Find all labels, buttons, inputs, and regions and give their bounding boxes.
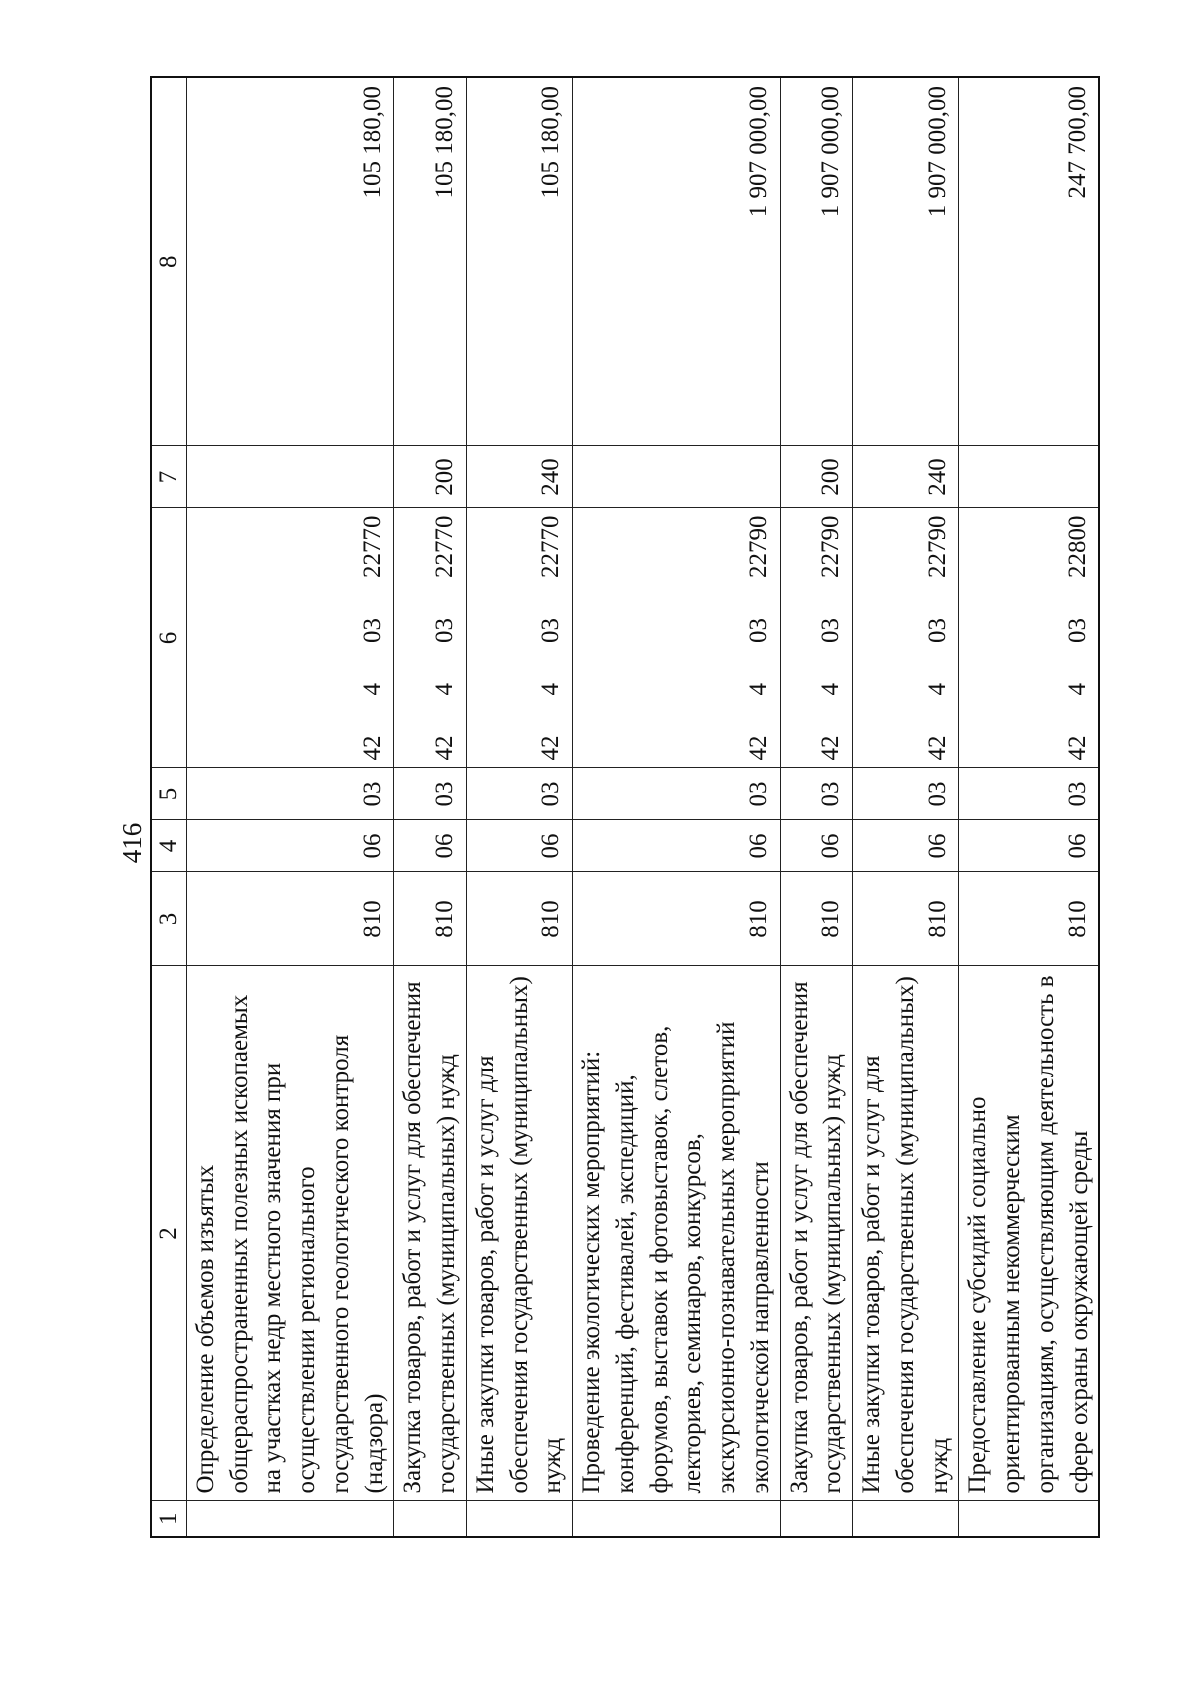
- target-article-code-part: 42: [1063, 735, 1091, 761]
- row-number-cell: [394, 1501, 467, 1537]
- subsection-code-cell: 03: [853, 768, 959, 820]
- amount-cell: 105 180,00: [186, 77, 394, 446]
- target-article-code-cell: [780, 508, 853, 768]
- target-article-code-part: 22790: [744, 515, 772, 578]
- amount-cell: 105 180,00: [466, 77, 572, 446]
- row-number-cell: [573, 1501, 781, 1537]
- target-article-code-part: 03: [431, 618, 458, 643]
- subsection-code-cell: 03: [186, 768, 394, 820]
- row-number-cell: [466, 1501, 572, 1537]
- target-article-code-part: 4: [744, 683, 772, 696]
- ved-code-cell: 810: [394, 872, 467, 966]
- row-name-cell: Проведение экологических мероприятий: конференций, фестивалей, экспедиций, форумов, выставок и фотовыставок, слетов, лекториев, семинаров, конкурсов, экскурсионно-познавательных мероприятий экологической направленности: [573, 966, 781, 1501]
- page-number: 416: [117, 822, 147, 864]
- target-article-code-part: 03: [744, 618, 772, 643]
- section-code-cell: 06: [394, 820, 467, 872]
- table-row: [466, 77, 572, 1537]
- table-row: [573, 77, 781, 1537]
- row-name-cell: Иные закупки товаров, работ и услуг для обеспечения государственных (муниципальных) нужд: [853, 966, 959, 1501]
- expense-type-cell: 200: [780, 446, 853, 508]
- target-article-code-part: 4: [537, 683, 565, 696]
- expense-type-cell: 200: [394, 446, 467, 508]
- target-article-code-part: 22770: [537, 515, 565, 578]
- ved-code-cell: 810: [853, 872, 959, 966]
- subsection-code-cell: 03: [780, 768, 853, 820]
- target-article-code-part: 03: [1063, 618, 1091, 643]
- column-header: 3: [151, 872, 186, 966]
- target-article-code-cell: [186, 508, 394, 768]
- column-header: 8: [151, 77, 186, 446]
- table-row: [853, 77, 959, 1537]
- amount-cell: 105 180,00: [394, 77, 467, 446]
- expense-type-cell: [186, 446, 394, 508]
- target-article-code-cell: [959, 508, 1100, 768]
- row-name-cell: Закупка товаров, работ и услуг для обеспечения государственных (муниципальных) нужд: [780, 966, 853, 1501]
- amount-cell: 1 907 000,00: [853, 77, 959, 446]
- column-header: 7: [151, 446, 186, 508]
- target-article-code-part: 4: [358, 683, 386, 696]
- table-row: [186, 77, 394, 1537]
- row-number-cell: [186, 1501, 394, 1537]
- subsection-code-cell: 03: [573, 768, 781, 820]
- section-code-cell: 06: [959, 820, 1100, 872]
- section-code-cell: 06: [853, 820, 959, 872]
- ved-code-cell: 810: [186, 872, 394, 966]
- row-number-cell: [853, 1501, 959, 1537]
- target-article-code-part: 4: [1063, 683, 1091, 696]
- table-row: [959, 77, 1100, 1537]
- section-code-cell: 06: [780, 820, 853, 872]
- target-article-code-part: 4: [923, 683, 951, 696]
- target-article-code-part: 4: [431, 683, 458, 696]
- subsection-code-cell: 03: [959, 768, 1100, 820]
- target-article-code-part: 42: [744, 735, 772, 761]
- subsection-code-cell: 03: [394, 768, 467, 820]
- column-header: 1: [151, 1501, 186, 1537]
- target-article-code-part: 22790: [923, 515, 951, 578]
- column-header: 6: [151, 508, 186, 768]
- target-article-code-part: 22770: [358, 515, 386, 578]
- column-header: 2: [151, 966, 186, 1501]
- budget-table-sheet: [150, 78, 1093, 1538]
- column-header: 4: [151, 820, 186, 872]
- ved-code-cell: 810: [780, 872, 853, 966]
- target-article-code-part: 22790: [817, 515, 845, 578]
- target-article-code-part: 42: [923, 735, 951, 761]
- budget-table: [150, 76, 1100, 1538]
- row-name-cell: Определение объемов изъятых общераспространенных полезных ископаемых на участках недр местного значения при осуществлении регионального государственного геологического контроля (надзора): [186, 966, 394, 1501]
- row-name-cell: Закупка товаров, работ и услуг для обеспечения государственных (муниципальных) нужд: [394, 966, 467, 1501]
- target-article-code-cell: [853, 508, 959, 768]
- expense-type-cell: [959, 446, 1100, 508]
- ved-code-cell: 810: [573, 872, 781, 966]
- expense-type-cell: [573, 446, 781, 508]
- section-code-cell: 06: [186, 820, 394, 872]
- target-article-code-part: 03: [537, 618, 565, 643]
- ved-code-cell: 810: [959, 872, 1100, 966]
- column-numbers-row: [151, 77, 186, 1537]
- column-header: 5: [151, 768, 186, 820]
- target-article-code-part: 03: [358, 618, 386, 643]
- target-article-code-cell: [466, 508, 572, 768]
- target-article-code-part: 42: [431, 735, 458, 761]
- row-number-cell: [780, 1501, 853, 1537]
- row-name-cell: Иные закупки товаров, работ и услуг для обеспечения государственных (муниципальных) нужд: [466, 966, 572, 1501]
- target-article-code-part: 03: [923, 618, 951, 643]
- row-number-cell: [959, 1501, 1100, 1537]
- target-article-code-part: 42: [817, 735, 845, 761]
- ved-code-cell: 810: [466, 872, 572, 966]
- target-article-code-part: 22800: [1063, 515, 1091, 578]
- section-code-cell: 06: [573, 820, 781, 872]
- amount-cell: 247 700,00: [959, 77, 1100, 446]
- section-code-cell: 06: [466, 820, 572, 872]
- expense-type-cell: 240: [466, 446, 572, 508]
- target-article-code-part: 22770: [431, 515, 458, 578]
- target-article-code-part: 42: [358, 735, 386, 761]
- target-article-code-cell: [573, 508, 781, 768]
- row-name-cell: Предоставление субсидий социально ориентированным некоммерческим организациям, осуществляющим деятельность в сфере охраны окружающей среды: [959, 966, 1100, 1501]
- table-row: [394, 77, 467, 1537]
- target-article-code-part: 03: [817, 618, 845, 643]
- target-article-code-part: 42: [537, 735, 565, 761]
- amount-cell: 1 907 000,00: [780, 77, 853, 446]
- amount-cell: 1 907 000,00: [573, 77, 781, 446]
- target-article-code-cell: [394, 508, 467, 768]
- subsection-code-cell: 03: [466, 768, 572, 820]
- expense-type-cell: 240: [853, 446, 959, 508]
- table-row: [780, 77, 853, 1537]
- target-article-code-part: 4: [817, 683, 845, 696]
